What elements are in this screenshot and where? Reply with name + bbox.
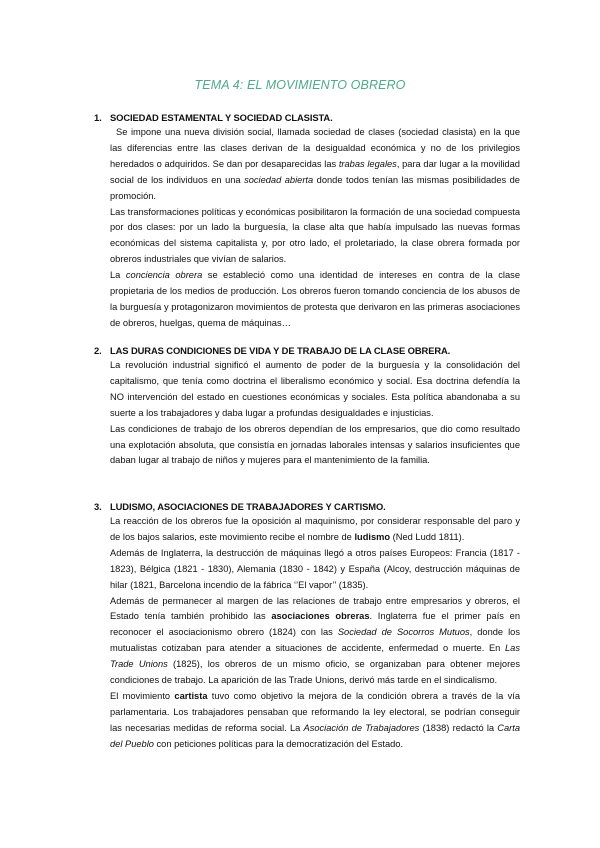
section-title: LAS DURAS CONDICIONES DE VIDA Y DE TRABAJO DE LA CLASE OBRERA.: [110, 345, 451, 356]
bold-term: cartista: [174, 690, 208, 701]
text-run: (1838) redactó la: [419, 722, 498, 733]
paragraph: [110, 125, 520, 205]
section-body-3: [110, 514, 520, 753]
paragraph: [110, 514, 520, 546]
text-run: con peticiones políticas para la democratización del Estado.: [153, 738, 404, 749]
italic-term: sociedad abierta: [244, 174, 314, 185]
text-run: Se impone una nueva división social, llamada sociedad de clases (sociedad clasista) en la que las diferencias entre las clases derivan de la desigualdad económica y no de los privilegios heredados o adquiridos. Se dan por desaparecidas las: [110, 127, 520, 169]
paragraph: [110, 422, 520, 470]
italic-term: Sociedad de Socorros Mutuos: [337, 627, 470, 638]
section-number: 1.: [94, 112, 102, 123]
paragraph: [110, 546, 520, 594]
bold-term: ludismo: [354, 531, 391, 542]
text-run: La revolución industrial significó el aumento de poder de la burguesía y la consolidación del capitalismo, que tenía como doctrina el liberalismo económico y social. Esa doctrina defendía la NO intervención del estado en cuestiones económicas y sociales. Esta política abandonaba a su suerte a los trabajadores y daba lugar a profundas desigualdades e injusticias.: [110, 360, 520, 418]
paragraph: [110, 358, 520, 422]
section-number: 2.: [94, 345, 102, 356]
text-run: Las transformaciones políticas y económicas posibilitaron la formación de una sociedad compuesta por dos clases: por un lado la burguesía, la clase alta que había impulsado las nuevas formas económicas del sistema capitalista y, por otro lado, el proletariado, la clase obrera formada por obreros industriales que vivían de salarios.: [110, 206, 520, 265]
section-heading-3: [94, 501, 386, 512]
section-heading-2: [94, 345, 450, 356]
text-run: se estableció como una identidad de intereses en contra de la clase propietaria de los medios de producción. Los obreros fueron tomando conciencia de los abusos de la burguesía y protagonizaron movimientos de protesta que derivaron en las primeras asociaciones de obreros, huelgas, quema de máquinas…: [110, 270, 520, 328]
section-body-2: [110, 358, 520, 469]
section-body-1: [110, 125, 520, 332]
paragraph: [110, 268, 520, 332]
text-run: (1825), los obreros de un mismo oficio, se organizaban para obtener mejores condiciones de trabajo. La aparición de las Trade Unions, derivó más tarde en el sindicalismo.: [110, 659, 520, 686]
text-run: , para dar lugar a la movilidad social de los individuos en una: [110, 158, 520, 185]
text-run: . Inglaterra fue el primer país en reconocer el asociacionismo obrero (1824) con las: [110, 611, 520, 638]
text-run: El movimiento: [110, 690, 175, 701]
text-run: La reacción de los obreros fue la oposición al maquinismo, por considerar responsable del paro y de los bajos salarios, este movimiento recibe el nombre de: [110, 516, 520, 542]
italic-term: Asociación de Trabajadores: [303, 722, 420, 733]
italic-term: Las Trade Unions: [110, 643, 520, 670]
paragraph: [110, 689, 520, 753]
text-run: tuvo como objetivo la mejora de la condición obrera a través de la vía parlamentaria. Los trabajadores pensaban que reformando la ley electoral, se podrían conseguir las necesarias medidas de reforma social. La: [110, 690, 520, 733]
text-run: donde todos tenían las mismas posibilidades de promoción.: [110, 174, 520, 201]
paragraph: [110, 594, 520, 689]
italic-term: trabas legales: [338, 158, 397, 169]
section-title: SOCIEDAD ESTAMENTAL Y SOCIEDAD CLASISTA.: [110, 112, 333, 123]
page-title: TEMA 4: EL MOVIMIENTO OBRERO: [194, 78, 406, 92]
text-run: Las condiciones de trabajo de los obreros dependían de los empresarios, que dio como resultado una explotación absoluta, que consistía en jornadas laborales intensas y salarios insuficientes que daban lugar al trabajo de niños y mujeres para el mantenimiento de la familia.: [110, 423, 520, 466]
italic-term: Carta del Pueblo: [110, 722, 520, 749]
bold-term: asociaciones obreras: [271, 611, 370, 622]
text-run: Además de Inglaterra, la destrucción de máquinas llegó a otros países Europeos: Francia (1817 - 1823), Bélgica (1821 - 1830), Alemania (1830 - 1842) y España (Alcoy, destrucción máquinas de hilar (1821, Barcelona incendio de la fábrica ‘’El vapor’’ (1835).: [110, 547, 520, 590]
text-run: Además de permanecer al margen de las relaciones de trabajo entre empresarios y obreros, el Estado tenía también prohibido las: [110, 595, 520, 622]
section-title: LUDISMO, ASOCIACIONES DE TRABAJADORES Y CARTISMO.: [110, 501, 386, 512]
text-run: La: [110, 270, 126, 281]
section-heading-1: [94, 112, 333, 123]
paragraph: [110, 205, 520, 269]
text-run: , donde los mutualistas cotizaban para atender a situaciones de accidente, enfermedad o muerte. En: [110, 627, 520, 654]
italic-term: conciencia obrera: [125, 270, 203, 281]
section-number: 3.: [94, 501, 102, 512]
text-run: (Ned Ludd 1811).: [390, 531, 465, 542]
